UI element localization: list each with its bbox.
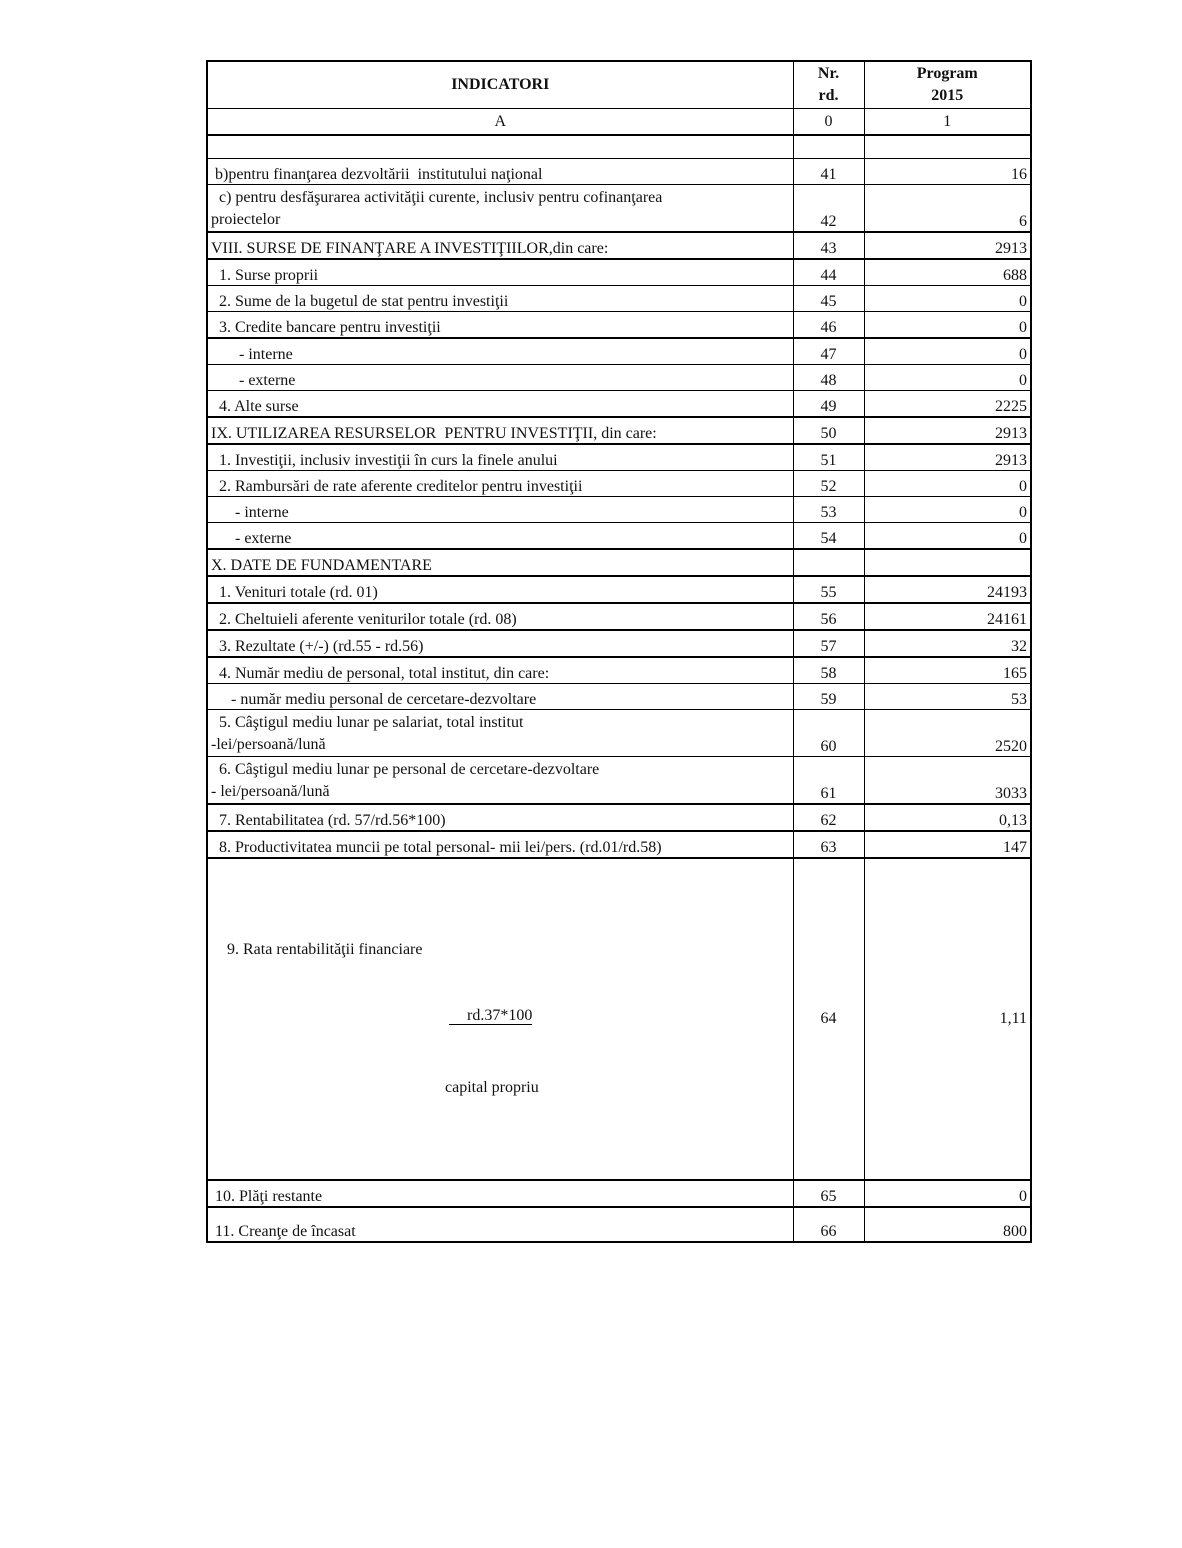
- row-value: 800: [864, 1207, 1031, 1242]
- row-label: 2. Sume de la bugetul de stat pentru investiţii: [207, 286, 793, 312]
- row-nr: 49: [793, 391, 864, 418]
- row-nr: 63: [793, 831, 864, 858]
- table-row: [207, 259, 1031, 286]
- row-value: 165: [864, 657, 1031, 684]
- rentabilitate-formula: 9. Rata rentabilităţii financiare rd.37*100 capital propriu: [211, 895, 790, 1143]
- row-label: 8. Productivitatea muncii pe total personal- mii lei/pers. (rd.01/rd.58): [207, 831, 793, 858]
- row-value: 0: [864, 497, 1031, 523]
- row-nr: 42: [793, 185, 864, 233]
- table-row: [207, 312, 1031, 339]
- row-value: 0,13: [864, 804, 1031, 831]
- row-label: - interne: [207, 497, 793, 523]
- row-label: - externe: [207, 365, 793, 391]
- header-indicatori: INDICATORI: [207, 61, 793, 109]
- row-nr: 51: [793, 444, 864, 471]
- row-label: 7. Rentabilitatea (rd. 57/rd.56*100): [207, 804, 793, 831]
- header-program: Program 2015: [864, 61, 1031, 109]
- row-nr: 44: [793, 259, 864, 286]
- row-nr: [793, 549, 864, 576]
- row-label: 6. Câştigul mediu lunar pe personal de cercetare-dezvoltare - lei/persoană/lună: [207, 757, 793, 805]
- colcode-a: A: [207, 109, 793, 136]
- colcode-1: 1: [864, 109, 1031, 136]
- row-label: 1. Venituri totale (rd. 01): [207, 576, 793, 603]
- row-value: 0: [864, 471, 1031, 497]
- table-row: [207, 471, 1031, 497]
- row-label: X. DATE DE FUNDAMENTARE: [207, 549, 793, 576]
- row-label: - interne: [207, 338, 793, 365]
- row-value: 0: [864, 338, 1031, 365]
- row-label: 4. Alte surse: [207, 391, 793, 418]
- row-value: 0: [864, 286, 1031, 312]
- table-row: [207, 710, 1031, 757]
- row-value: 16: [864, 159, 1031, 185]
- formula-denominator: capital propriu: [445, 1079, 539, 1096]
- row-nr: 55: [793, 576, 864, 603]
- row-value: 2225: [864, 391, 1031, 418]
- row-value: 688: [864, 259, 1031, 286]
- row-label: 3. Rezultate (+/-) (rd.55 - rd.56): [207, 630, 793, 657]
- table-row: [207, 185, 1031, 233]
- row-label: 2. Cheltuieli aferente veniturilor totale (rd. 08): [207, 603, 793, 630]
- row-label: 5. Câştigul mediu lunar pe salariat, total institut -lei/persoană/lună: [207, 710, 793, 757]
- row-nr: 65: [793, 1180, 864, 1207]
- row-nr: 41: [793, 159, 864, 185]
- row-nr: 59: [793, 684, 864, 710]
- table-row: [207, 391, 1031, 418]
- table-row: [207, 657, 1031, 684]
- row-label: VIII. SURSE DE FINANŢARE A INVESTIŢIILOR,din care:: [207, 232, 793, 259]
- row-label: [207, 858, 793, 1180]
- row-nr: 64: [793, 858, 864, 1180]
- row-value: 2913: [864, 444, 1031, 471]
- row-nr: 48: [793, 365, 864, 391]
- row-label: 2. Rambursări de rate aferente creditelor pentru investiţii: [207, 471, 793, 497]
- table-row: [207, 630, 1031, 657]
- row-nr: 54: [793, 523, 864, 550]
- table-row: [207, 365, 1031, 391]
- row-nr: 45: [793, 286, 864, 312]
- table-row: [207, 135, 1031, 159]
- row-value: 1,11: [864, 858, 1031, 1180]
- table-row: [207, 757, 1031, 805]
- table-row: [207, 417, 1031, 444]
- row-value: 2520: [864, 710, 1031, 757]
- row-value: 24193: [864, 576, 1031, 603]
- row-value: 53: [864, 684, 1031, 710]
- table-row: [207, 603, 1031, 630]
- row-value: 147: [864, 831, 1031, 858]
- row-value: 24161: [864, 603, 1031, 630]
- table-row: [207, 549, 1031, 576]
- table-row: [207, 576, 1031, 603]
- row-nr: 50: [793, 417, 864, 444]
- colcode-0: 0: [793, 109, 864, 136]
- table-row: [207, 831, 1031, 858]
- row-label: 4. Număr mediu de personal, total institut, din care:: [207, 657, 793, 684]
- row-nr: 56: [793, 603, 864, 630]
- row-label: IX. UTILIZAREA RESURSELOR PENTRU INVESTIŢII, din care:: [207, 417, 793, 444]
- indicators-table: [206, 60, 1032, 1243]
- row-label: b)pentru finanţarea dezvoltării institutului naţional: [207, 159, 793, 185]
- table-row: [207, 497, 1031, 523]
- row-nr: 52: [793, 471, 864, 497]
- row-label: - număr mediu personal de cercetare-dezvoltare: [207, 684, 793, 710]
- row-value: 2913: [864, 232, 1031, 259]
- table-row: [207, 338, 1031, 365]
- row-value: 3033: [864, 757, 1031, 805]
- formula-numerator: rd.37*100: [449, 1007, 532, 1025]
- header-nr-rd: Nr. rd.: [793, 61, 864, 109]
- row-label: - externe: [207, 523, 793, 550]
- row-value: 0: [864, 1180, 1031, 1207]
- row-value: 0: [864, 365, 1031, 391]
- table-row: [207, 444, 1031, 471]
- table-row: [207, 1207, 1031, 1242]
- row-nr: 57: [793, 630, 864, 657]
- row-value: 32: [864, 630, 1031, 657]
- row-value: 6: [864, 185, 1031, 233]
- row-nr: 62: [793, 804, 864, 831]
- row-nr: 43: [793, 232, 864, 259]
- row-label: 1. Investiţii, inclusiv investiţii în curs la finele anului: [207, 444, 793, 471]
- row-value: 0: [864, 523, 1031, 550]
- row-label: 3. Credite bancare pentru investiţii: [207, 312, 793, 339]
- table-row: [207, 804, 1031, 831]
- row-nr: 61: [793, 757, 864, 805]
- row-label: c) pentru desfăşurarea activităţii curente, inclusiv pentru cofinanţarea proiectelor: [207, 185, 793, 233]
- table-row: [207, 684, 1031, 710]
- row-nr: 47: [793, 338, 864, 365]
- row-value: 0: [864, 312, 1031, 339]
- table-row: [207, 523, 1031, 550]
- table-row: [207, 1180, 1031, 1207]
- row-label: 1. Surse proprii: [207, 259, 793, 286]
- row-nr: 46: [793, 312, 864, 339]
- row-nr: 53: [793, 497, 864, 523]
- table-row: [207, 286, 1031, 312]
- row-label: 10. Plăţi restante: [207, 1180, 793, 1207]
- table-row: [207, 159, 1031, 185]
- table-row: [207, 858, 1031, 1180]
- table-row: [207, 232, 1031, 259]
- row-value: 2913: [864, 417, 1031, 444]
- row-nr: 58: [793, 657, 864, 684]
- row-value: [864, 549, 1031, 576]
- row-nr: 66: [793, 1207, 864, 1242]
- row-nr: 60: [793, 710, 864, 757]
- row-label: 11. Creanţe de încasat: [207, 1207, 793, 1242]
